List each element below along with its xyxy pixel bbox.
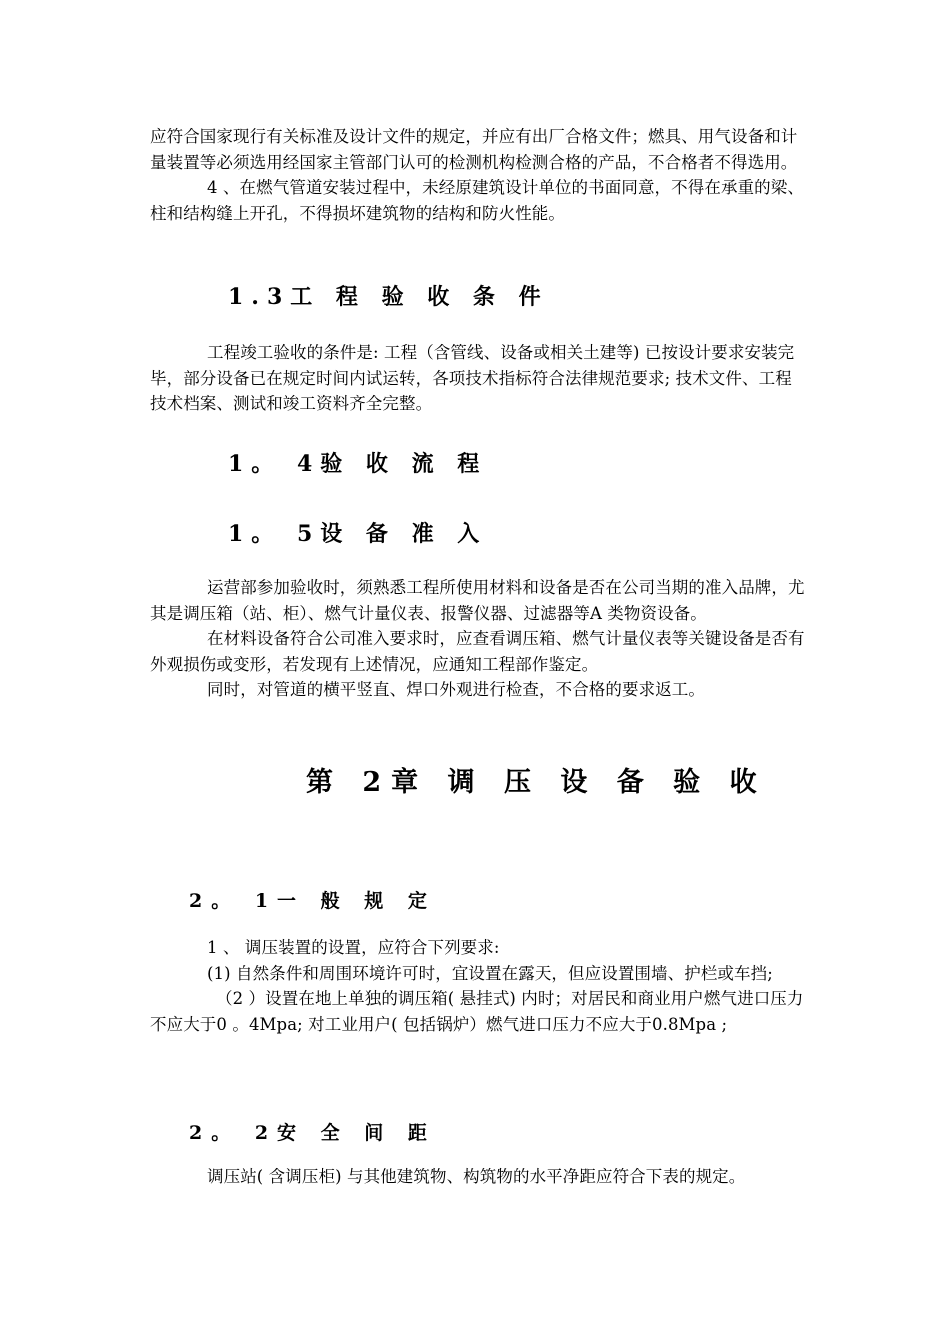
intro-paragraph-2: 4 、在燃气管道安装过程中，未经原建筑设计单位的书面同意，不得在承重的梁、柱和结构缝上开孔，不得损坏建筑物的结构和防火性能。 (150, 178, 804, 223)
section-1-5-paragraph-1: 运营部参加验收时，须熟悉工程所使用材料和设备是否在公司当期的准入品牌，尤其是调压箱（站、柜）、燃气计量仪表、报警仪器、过滤器等A 类物资设备。 (150, 578, 805, 623)
chapter-2-heading: 第 2章 调 压 设 备 验 收 (306, 767, 767, 798)
section-2-2-heading: 2。 2安 全 间 距 (189, 1122, 436, 1144)
section-2-1-item-2: (1) 自然条件和周围环境许可时，宜设置在露天，但应设置围墙、护栏或车挡; (207, 963, 773, 983)
section-2-1-item-3: （2 ）设置在地上单独的调压箱( 悬挂式) 内时；对居民和商业用户燃气进口压力不应大于0 。4Mpa; 对工业用户( 包括锅炉）燃气进口压力不应大于0.8Mpa ; (150, 989, 804, 1034)
section-1-5-paragraph-2: 在材料设备符合公司准入要求时，应查看调压箱、燃气计量仪表等关键设备是否有外观损伤或变形，若发现有上述情况，应通知工程部作鉴定。 (150, 629, 805, 674)
section-2-1-heading: 2。 1一 般 规 定 (189, 890, 436, 912)
section-2-2-paragraph: 调压站( 含调压柜) 与其他建筑物、构筑物的水平净距应符合下表的规定。 (207, 1167, 746, 1186)
section-2-1-item-1: 1 、 调压装置的设置，应符合下列要求: (207, 938, 500, 957)
section-1-3-heading: 1.3工 程 验 收 条 件 (228, 284, 549, 310)
section-1-3-body (150, 340, 805, 417)
section-1-4-heading: 1。 4验 收 流 程 (228, 451, 488, 477)
intro-paragraph-1: 应符合国家现行有关标准及设计文件的规定，并应有出厂合格文件；燃具、用气设备和计量装置等必须选用经国家主管部门认可的检测机构检测合格的产品，不合格者不得选用。 (150, 127, 798, 172)
section-2-1-body (150, 935, 805, 1037)
section-1-5-heading: 1。 5设 备 准 入 (228, 521, 488, 547)
section-1-3-paragraph: 工程竣工验收的条件是: 工程（含管线、设备或相关土建等) 已按设计要求安装完毕，部分设备已在规定时间内试运转，各项技术指标符合法律规范要求; 技术文件、工程技术档案、测试和竣工资料齐全完整。 (150, 343, 795, 413)
intro-text (150, 124, 805, 226)
section-1-5-paragraph-3: 同时，对管道的横平竖直、焊口外观进行检查，不合格的要求返工。 (207, 680, 705, 699)
section-1-5-body (150, 575, 805, 703)
section-2-2-body (150, 1164, 805, 1190)
